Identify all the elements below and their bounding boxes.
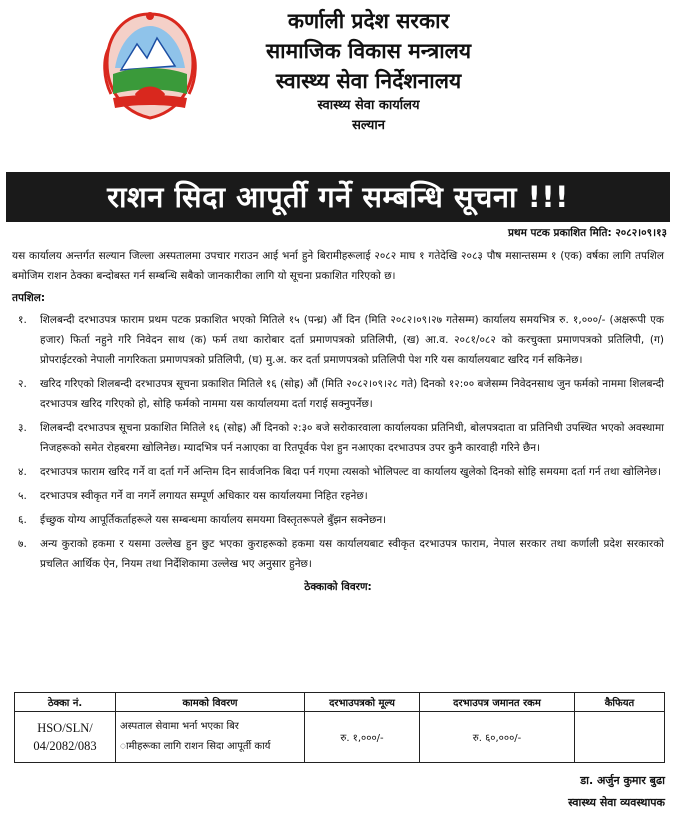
- bid-price-cell: रु. १,०००/-: [305, 712, 420, 763]
- office-location: सल्यान: [352, 118, 385, 133]
- list-item: [12, 418, 664, 458]
- column-header: कामको विवरण: [116, 693, 305, 712]
- list-item-number: ३.: [18, 422, 27, 434]
- list-item: [12, 462, 664, 482]
- list-item-number: ७.: [18, 538, 27, 550]
- list-item: [12, 486, 664, 506]
- contracts-table: [14, 692, 665, 763]
- remarks-cell: [575, 712, 665, 763]
- list-item-text: दरभाउपत्र स्वीकृत गर्ने वा नगर्ने लगायत सम्पूर्ण अधिकार यस कार्यालयमा निहित रहनेछ।: [40, 490, 368, 502]
- list-item-text: शिलबन्दी दरभाउपत्र फाराम प्रथम पटक प्रकाशित भएको मितिले १५ (पन्ध्र) औं दिन (मिति २०८२।०९।२७ गतेसम्म) कार्यालय समयभित्र रु. १,०००/- (अक्षरूपी एक हजार) फिर्ता नहुने गरि निवेदन साथ (क) फर्म तथा कारोबार दर्ता प्रमाणपत्रको प्रतिलिपी, (ख) आ.व. २०८१/०८२ को करचुक्ता प्रमाणपत्रको प्रतिलिपी, (ग) प्रोपराईटरको नेपाली नागरिकता प्रमाणपत्रको प्रतिलिपी, (घ) मु.अ. कर दर्ता प्रमाणपत्रको प्रतिलिपी पेश गरि यस कार्यालयबाट खरिद गर्न सकिनेछ।: [40, 314, 664, 366]
- contracts-table-title: ठेक्काको विवरण:: [304, 581, 372, 593]
- directorate-name: स्वास्थ्य सेवा निर्देशनालय: [275, 69, 462, 93]
- ministry-name: सामाजिक विकास मन्त्रालय: [265, 39, 472, 63]
- column-header: कैफियत: [575, 693, 665, 712]
- list-item-number: १.: [18, 314, 27, 326]
- letterhead: [0, 0, 677, 170]
- column-header: दरभाउपत्र जमानत रकम: [420, 693, 575, 712]
- table-header-row: [15, 693, 665, 712]
- letterhead-text: [0, 6, 677, 136]
- work-description-cell: [116, 712, 305, 763]
- publication-date: प्रथम पटक प्रकाशित मिति: २०८२।०९।१३: [507, 227, 667, 239]
- list-item-text: खरिद गरिएको शिलबन्दी दरभाउपत्र सूचना प्रकाशित मितिले १६ (सोह्र) औं (मिति २०८२।०९।२८ गते) दिनको १२:०० बजेसम्म निवेदनसाथ जुन फर्मको नाममा शिलबन्दी दरभाउपत्र खरिद गरिएको हो, सोहि फर्मको नाममा यस कार्यालयमा दर्ता गराई सक्नुपर्नेछ।: [40, 378, 664, 410]
- list-item: [12, 534, 664, 574]
- office-name: स्वास्थ्य सेवा कार्यालय: [317, 98, 420, 113]
- list-item-text: दरभाउपत्र फाराम खरिद गर्ने वा दर्ता गर्ने अन्तिम दिन सार्वजनिक बिदा पर्न गएमा त्यसको भोलिपल्ट वा कार्यालय खुलेको दिनको सोहि समयमा दर्ता गर्न तथा खोलिनेछ।: [40, 466, 661, 478]
- column-header: ठेक्का नं.: [15, 693, 116, 712]
- details-label: तपशिल:: [12, 292, 46, 304]
- contract-number-line: 04/2082/083: [33, 739, 97, 753]
- list-item-text: शिलबन्दी दरभाउपत्र सूचना प्रकाशित मितिले १६ (सोह्र) औं दिनको २:३० बजे सरोकारवाला कार्यालयका प्रतिनिधी, बोलपत्रदाता वा प्रतिनिधी उपस्थित भएको अवस्थामा निजहरूको समेत रोहबरमा खोलिनेछ। म्यादभित्र पर्न नआएका वा रितपूर्वक पेश हुन नआएका दरभाउपत्र उपर कुनै कारवाही गरिने छैन।: [40, 422, 664, 454]
- list-item-number: ४.: [18, 466, 27, 478]
- government-name: कर्णाली प्रदेश सरकार: [287, 9, 450, 33]
- work-description-line: ामीहरूका लागि राशन सिदा आपूर्ती कार्य: [120, 741, 271, 752]
- bid-deposit-cell: रु. ६०,०००/-: [420, 712, 575, 763]
- list-item-number: २.: [18, 378, 27, 390]
- list-item-text: ईच्छुक योग्य आपूर्तिकर्ताहरूले यस सम्बन्धमा कार्यालय समयमा विस्तृतरूपले बुँझन सक्नेछन।: [40, 514, 387, 526]
- list-item: [12, 374, 664, 414]
- table-row: [15, 712, 665, 763]
- signatory-title: स्वास्थ्य सेवा व्यवस्थापक: [568, 796, 665, 809]
- list-item: [12, 510, 664, 530]
- list-item: [12, 310, 664, 370]
- notice-intro: यस कार्यालय अन्तर्गत सल्यान जिल्ला अस्पतालमा उपचार गराउन आई भर्ना हुने बिरामीहरूलाई २०८२ माघ १ गतेदेखि २०८३ पौष मसान्तसम्म १ (एक) वर्षका लागि तपशिल बमोजिम राशन ठेक्का बन्दोबस्त गर्न सम्बन्धि सबैको जानकारीका लागि यो सूचना प्रकाशित गरिएको छ।: [12, 250, 664, 282]
- signature-block: [568, 770, 665, 814]
- column-header: दरभाउपत्रको मूल्य: [305, 693, 420, 712]
- list-item-text: अन्य कुराको हकमा र यसमा उल्लेख हुन छुट भएका कुराहरूको हकमा यस कार्यालयबाट स्वीकृत दरभाउपत्र फाराम, नेपाल सरकार तथा कर्णाली प्रदेश सरकारको प्रचलित आर्थिक ऐन, नियम तथा निर्देशिकामा उल्लेख भए अनुसार हुनेछ।: [40, 538, 664, 570]
- signatory-name: डा. अर्जुन कुमार बुढा: [580, 774, 665, 787]
- notice-body: [12, 246, 664, 596]
- list-item-number: ५.: [18, 490, 27, 502]
- work-description-line: अस्पताल सेवामा भर्ना भएका बिर: [120, 721, 239, 732]
- contract-number-cell: [15, 712, 116, 763]
- contract-number-line: HSO/SLN/: [37, 721, 93, 735]
- list-item-number: ६.: [18, 514, 27, 526]
- notice-title-banner: राशन सिदा आपूर्ती गर्ने सम्बन्धि सूचना !!!: [6, 172, 670, 222]
